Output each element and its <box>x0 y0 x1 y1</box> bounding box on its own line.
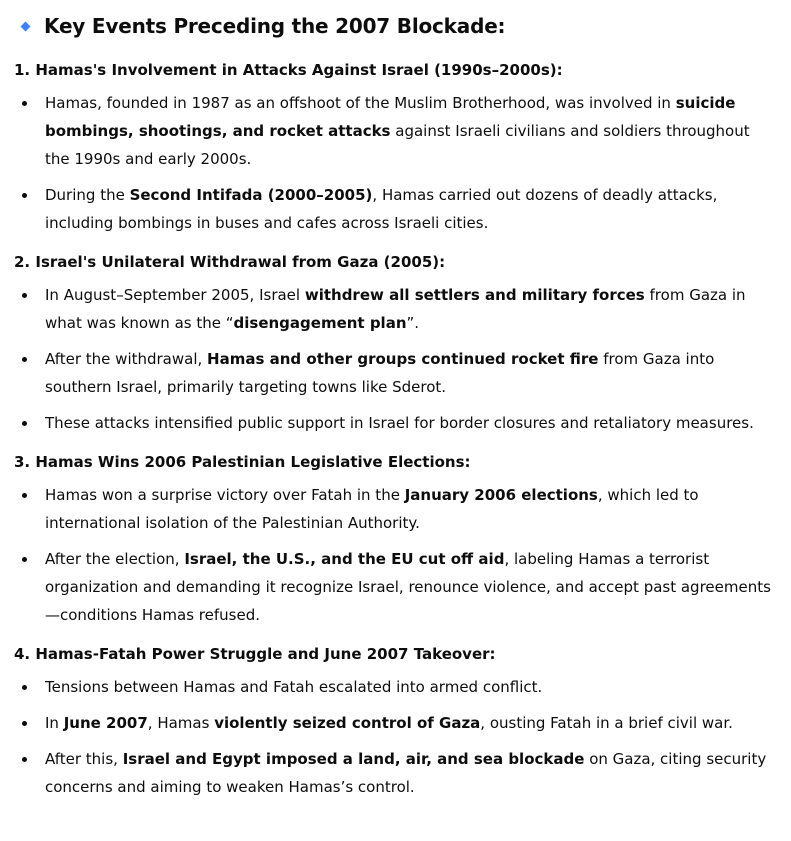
section-heading: 3. Hamas Wins 2006 Palestinian Legislative Elections: <box>14 453 471 471</box>
text-run: These attacks intensified public support in Israel for border closures and retaliatory measures. <box>45 414 754 432</box>
text-run: , which led to international isolation of the Palestinian Authority. <box>45 486 699 532</box>
text-run: on Gaza, citing security concerns and aiming to weaken Hamas’s control. <box>45 750 767 796</box>
text-run: ”. <box>406 314 420 332</box>
list-item <box>14 745 777 801</box>
list-item <box>14 181 777 237</box>
text-run: Tensions between Hamas and Fatah escalated into armed conflict. <box>45 678 543 696</box>
text-run: , Hamas <box>147 714 215 732</box>
bullet-list <box>14 673 777 801</box>
bold-text: June 2007 <box>63 714 148 732</box>
bold-text: withdrew all settlers and military forces <box>304 286 645 304</box>
bold-text: Israel, the U.S., and the EU cut off aid <box>184 550 505 568</box>
section-heading: 1. Hamas's Involvement in Attacks Against Israel (1990s–2000s): <box>14 61 563 79</box>
bullet-list <box>14 281 777 437</box>
sections-container <box>14 60 777 801</box>
list-item <box>14 481 777 537</box>
bold-text: violently seized control of Gaza <box>214 714 481 732</box>
section-heading: 4. Hamas-Fatah Power Struggle and June 2007 Takeover: <box>14 645 496 663</box>
bold-text: Israel and Egypt imposed a land, air, and sea blockade <box>122 750 585 768</box>
section-4 <box>14 644 777 801</box>
text-run: Hamas, founded in 1987 as an offshoot of the Muslim Brotherhood, was involved in <box>45 94 676 112</box>
blue-diamond-icon <box>21 21 31 31</box>
text-run: against Israeli civilians and soldiers throughout the 1990s and early 2000s. <box>45 122 750 168</box>
text-run: Hamas won a surprise victory over Fatah in the <box>45 486 405 504</box>
text-run: In August–September 2005, Israel <box>45 286 305 304</box>
list-item <box>14 89 777 173</box>
bold-text: suicide bombings, shootings, and rocket attacks <box>45 94 736 140</box>
text-run: In <box>45 714 64 732</box>
list-item <box>14 281 777 337</box>
list-item <box>14 345 777 401</box>
text-run: During the <box>45 186 130 204</box>
bold-text: Second Intifada (2000–2005) <box>129 186 373 204</box>
bullet-list <box>14 89 777 237</box>
text-run: , ousting Fatah in a brief civil war. <box>480 714 733 732</box>
list-item <box>14 709 777 737</box>
text-run: After this, <box>45 750 123 768</box>
section-3 <box>14 452 777 629</box>
text-run: , labeling Hamas a terrorist organization and demanding it recognize Israel, renounce violence, and accept past agreements—conditions Hamas refused. <box>45 550 771 624</box>
title-row <box>14 14 777 38</box>
section-1 <box>14 60 777 237</box>
bold-text: Hamas and other groups continued rocket fire <box>207 350 599 368</box>
text-run: from Gaza into southern Israel, primarily targeting towns like Sderot. <box>45 350 715 396</box>
text-run: After the election, <box>45 550 185 568</box>
bullet-list <box>14 481 777 629</box>
text-run: , Hamas carried out dozens of deadly attacks, including bombings in buses and cafes across Israeli cities. <box>45 186 718 232</box>
section-heading: 2. Israel's Unilateral Withdrawal from Gaza (2005): <box>14 253 446 271</box>
text-run: from Gaza in what was known as the “ <box>45 286 746 332</box>
bold-text: January 2006 elections <box>404 486 598 504</box>
text-run: After the withdrawal, <box>45 350 208 368</box>
list-item <box>14 673 777 701</box>
document-page <box>0 14 791 841</box>
section-2 <box>14 252 777 437</box>
bold-text: disengagement plan <box>233 314 407 332</box>
list-item <box>14 409 777 437</box>
list-item <box>14 545 777 629</box>
page-title: Key Events Preceding the 2007 Blockade: <box>44 14 506 38</box>
